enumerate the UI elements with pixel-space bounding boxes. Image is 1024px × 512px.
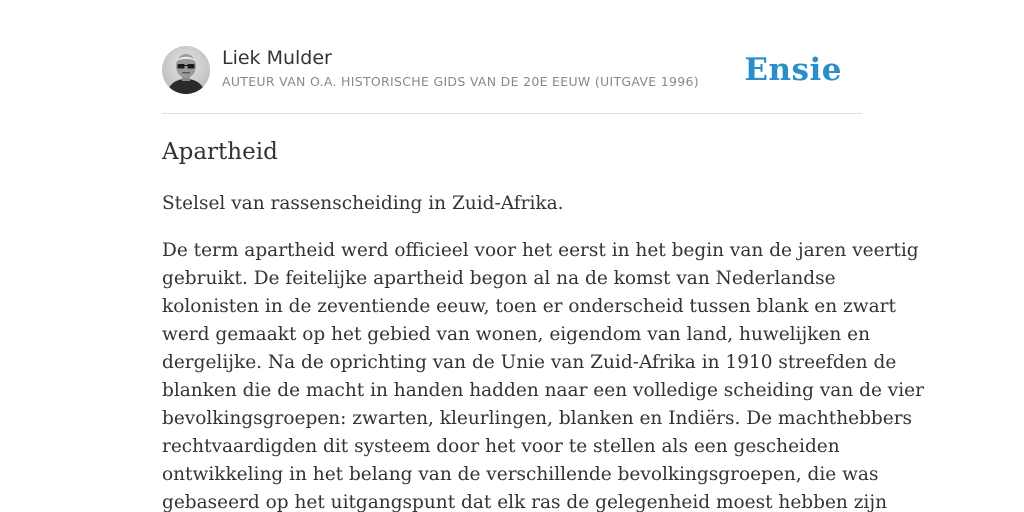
author-role: AUTEUR VAN O.A. HISTORISCHE GIDS VAN DE 20E EEUW (UITGAVE 1996) [222, 74, 699, 89]
body-line: ontwikkeling in het belang van de verschillende bevolkingsgroepen, die was [162, 464, 879, 485]
header-divider [162, 113, 862, 114]
body-line: werd gemaakt op het gebied van wonen, eigendom van land, huwelijken en [162, 324, 871, 345]
body-line: dergelijke. Na de oprichting van de Unie van Zuid-Afrika in 1910 streefden de [162, 352, 897, 373]
page-title: Apartheid [162, 139, 278, 165]
article-body [162, 237, 924, 512]
body-line: gebaseerd op het uitgangspunt dat elk ras de gelegenheid moest hebben zijn [162, 492, 888, 512]
article-header [162, 46, 862, 96]
body-line: kolonisten in de zeventiende eeuw, toen er onderscheid tussen blank en zwart [162, 296, 896, 317]
body-line: De term apartheid werd officieel voor het eerst in het begin van de jaren veertig [162, 240, 919, 261]
body-line: gebruikt. De feitelijke apartheid begon al na de komst van Nederlandse [162, 268, 836, 289]
article-summary: Stelsel van rassenscheiding in Zuid-Afrika. [162, 193, 564, 214]
ensie-logo[interactable]: Ensie [744, 52, 842, 88]
author-name[interactable]: Liek Mulder [222, 47, 332, 69]
author-photo-icon [162, 46, 210, 94]
avatar[interactable] [162, 46, 210, 94]
body-line: bevolkingsgroepen: zwarten, kleurlingen, blanken en Indiërs. De machthebbers [162, 408, 913, 429]
body-line: rechtvaardigden dit systeem door het voor te stellen als een gescheiden [162, 436, 840, 457]
body-line: blanken die de macht in handen hadden naar een volledige scheiding van de vier [162, 380, 924, 401]
